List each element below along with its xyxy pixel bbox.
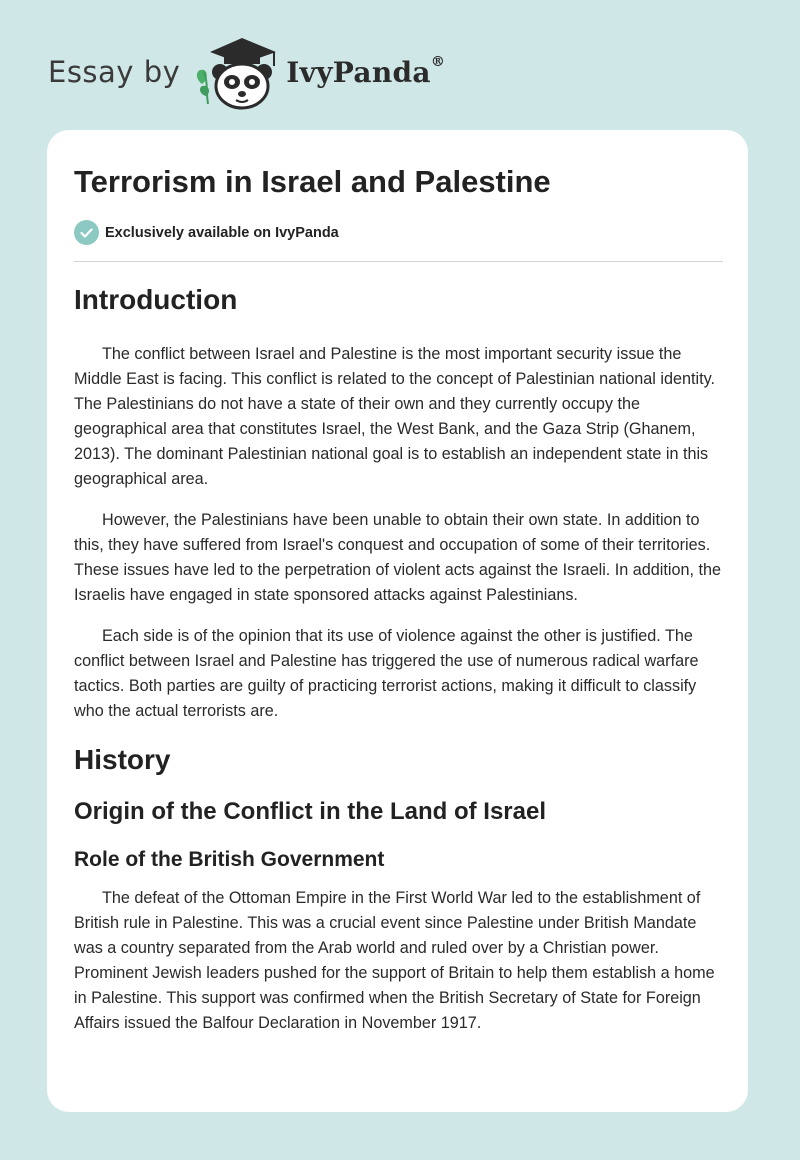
site-header	[48, 32, 445, 112]
heading-origin-of-conflict: Origin of the Conflict in the Land of Israel	[74, 798, 547, 825]
history-paragraph-1: The defeat of the Ottoman Empire in the First World War led to the establishment of British rule in Palestine. This was a crucial event since Palestine under British Mandate was a country separated from the Arab world and ruled over by a Christian power. Prominent Jewish leaders pushed for the support of Britain to help them establish a home in Palestine. This support was confirmed when the British Secretary of State for Foreign Affairs issued the Balfour Declaration in November 1917.	[74, 889, 715, 1032]
heading-role-of-british-government: Role of the British Government	[74, 848, 385, 871]
essay-by-label: Essay by	[48, 55, 181, 89]
divider	[74, 261, 723, 262]
registered-mark: ®	[430, 53, 446, 70]
check-icon	[74, 220, 99, 245]
exclusive-label: Exclusively available on IvyPanda	[105, 224, 339, 241]
intro-paragraph-2: However, the Palestinians have been unable to obtain their own state. In addition to this, they have suffered from Israel's conquest and occupation of some of their territories. These issues have led to the perpetration of violent acts against the Israeli. In addition, the Israelis have engaged in state sponsored attacks against Palestinians.	[74, 511, 721, 604]
intro-paragraph-1: The conflict between Israel and Palestine is the most important security issue the Middle East is facing. This conflict is related to the concept of Palestinian national identity. The Palestinians do not have a state of their own and they currently occupy the geographical area that constitutes Israel, the West Bank, and the Gaza Strip (Ghanem, 2013). The dominant Palestinian national goal is to establish an independent state in this geographical area.	[74, 345, 715, 488]
brand-text: IvyPanda	[286, 55, 431, 89]
intro-paragraph-3: Each side is of the opinion that its use of violence against the other is justified. The conflict between Israel and Palestine has triggered the use of numerous radical warfare tactics. Both parties are guilty of practicing terrorist actions, making it difficult to classify who the actual terrorists are.	[74, 627, 699, 720]
ivypanda-logo-icon[interactable]	[190, 32, 280, 112]
essay-card	[47, 130, 748, 1112]
article-body	[74, 280, 723, 1036]
brand-name[interactable]	[286, 53, 446, 89]
heading-history: History	[74, 744, 171, 775]
exclusive-badge	[74, 220, 339, 245]
page-title: Terrorism in Israel and Palestine	[74, 164, 551, 199]
heading-introduction: Introduction	[74, 284, 238, 315]
